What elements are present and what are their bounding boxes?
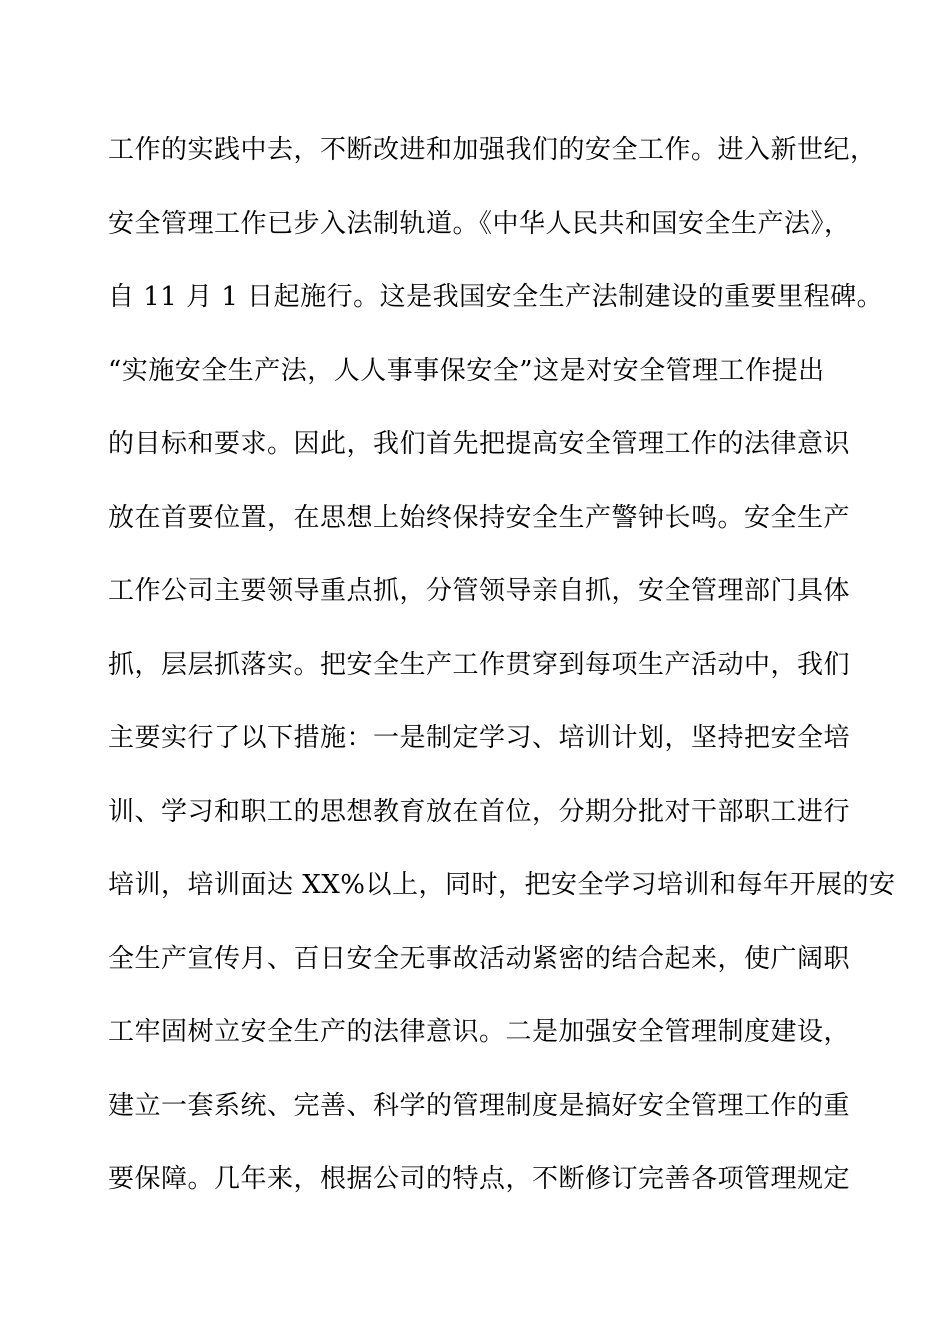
text-line: 自 11 月 1 日起施行。这是我国安全生产法制建设的重要里程碑。 bbox=[108, 282, 884, 312]
text-line: 建立一套系统、完善、科学的管理制度是搞好安全管理工作的重 bbox=[108, 1090, 851, 1121]
text-line: 要保障。几年来，根据公司的特点，不断修订完善各项管理规定 bbox=[108, 1164, 851, 1194]
text-line: 工作的实践中去，不断改进和加强我们的安全工作。进入新世纪， bbox=[108, 135, 877, 165]
text-line: 抓，层层抓落实。把安全生产工作贯穿到每项生产活动中，我们 bbox=[108, 649, 851, 680]
text-line: 工牢固树立安全生产的法律意识。二是加强安全管理制度建设， bbox=[108, 1017, 851, 1047]
text-line: 培训，培训面达 XX%以上，同时，把安全学习培训和每年开展的安 bbox=[108, 870, 896, 900]
text-line: 的目标和要求。因此，我们首先把提高安全管理工作的法律意识 bbox=[108, 429, 851, 459]
text-line: 安全管理工作已步入法制轨道。《中华人民共和国安全生产法》， bbox=[108, 208, 851, 239]
text-line: 放在首要位置，在思想上始终保持安全生产警钟长鸣。安全生产 bbox=[108, 502, 851, 533]
body-text bbox=[108, 125, 896, 1228]
text-line: 全生产宣传月、百日安全无事故活动紧密的结合起来，使广阔职 bbox=[108, 943, 851, 974]
text-line: 主要实行了以下措施：一是制定学习、培训计划，坚持把安全培 bbox=[108, 723, 851, 753]
text-line: “实施安全生产法，人人事事保安全”这是对安全管理工作提出 bbox=[108, 355, 825, 386]
text-line: 训、学习和职工的思想教育放在首位，分期分批对干部职工进行 bbox=[108, 796, 851, 827]
text-line: 工作公司主要领导重点抓，分管领导亲自抓，安全管理部门具体 bbox=[108, 576, 851, 606]
